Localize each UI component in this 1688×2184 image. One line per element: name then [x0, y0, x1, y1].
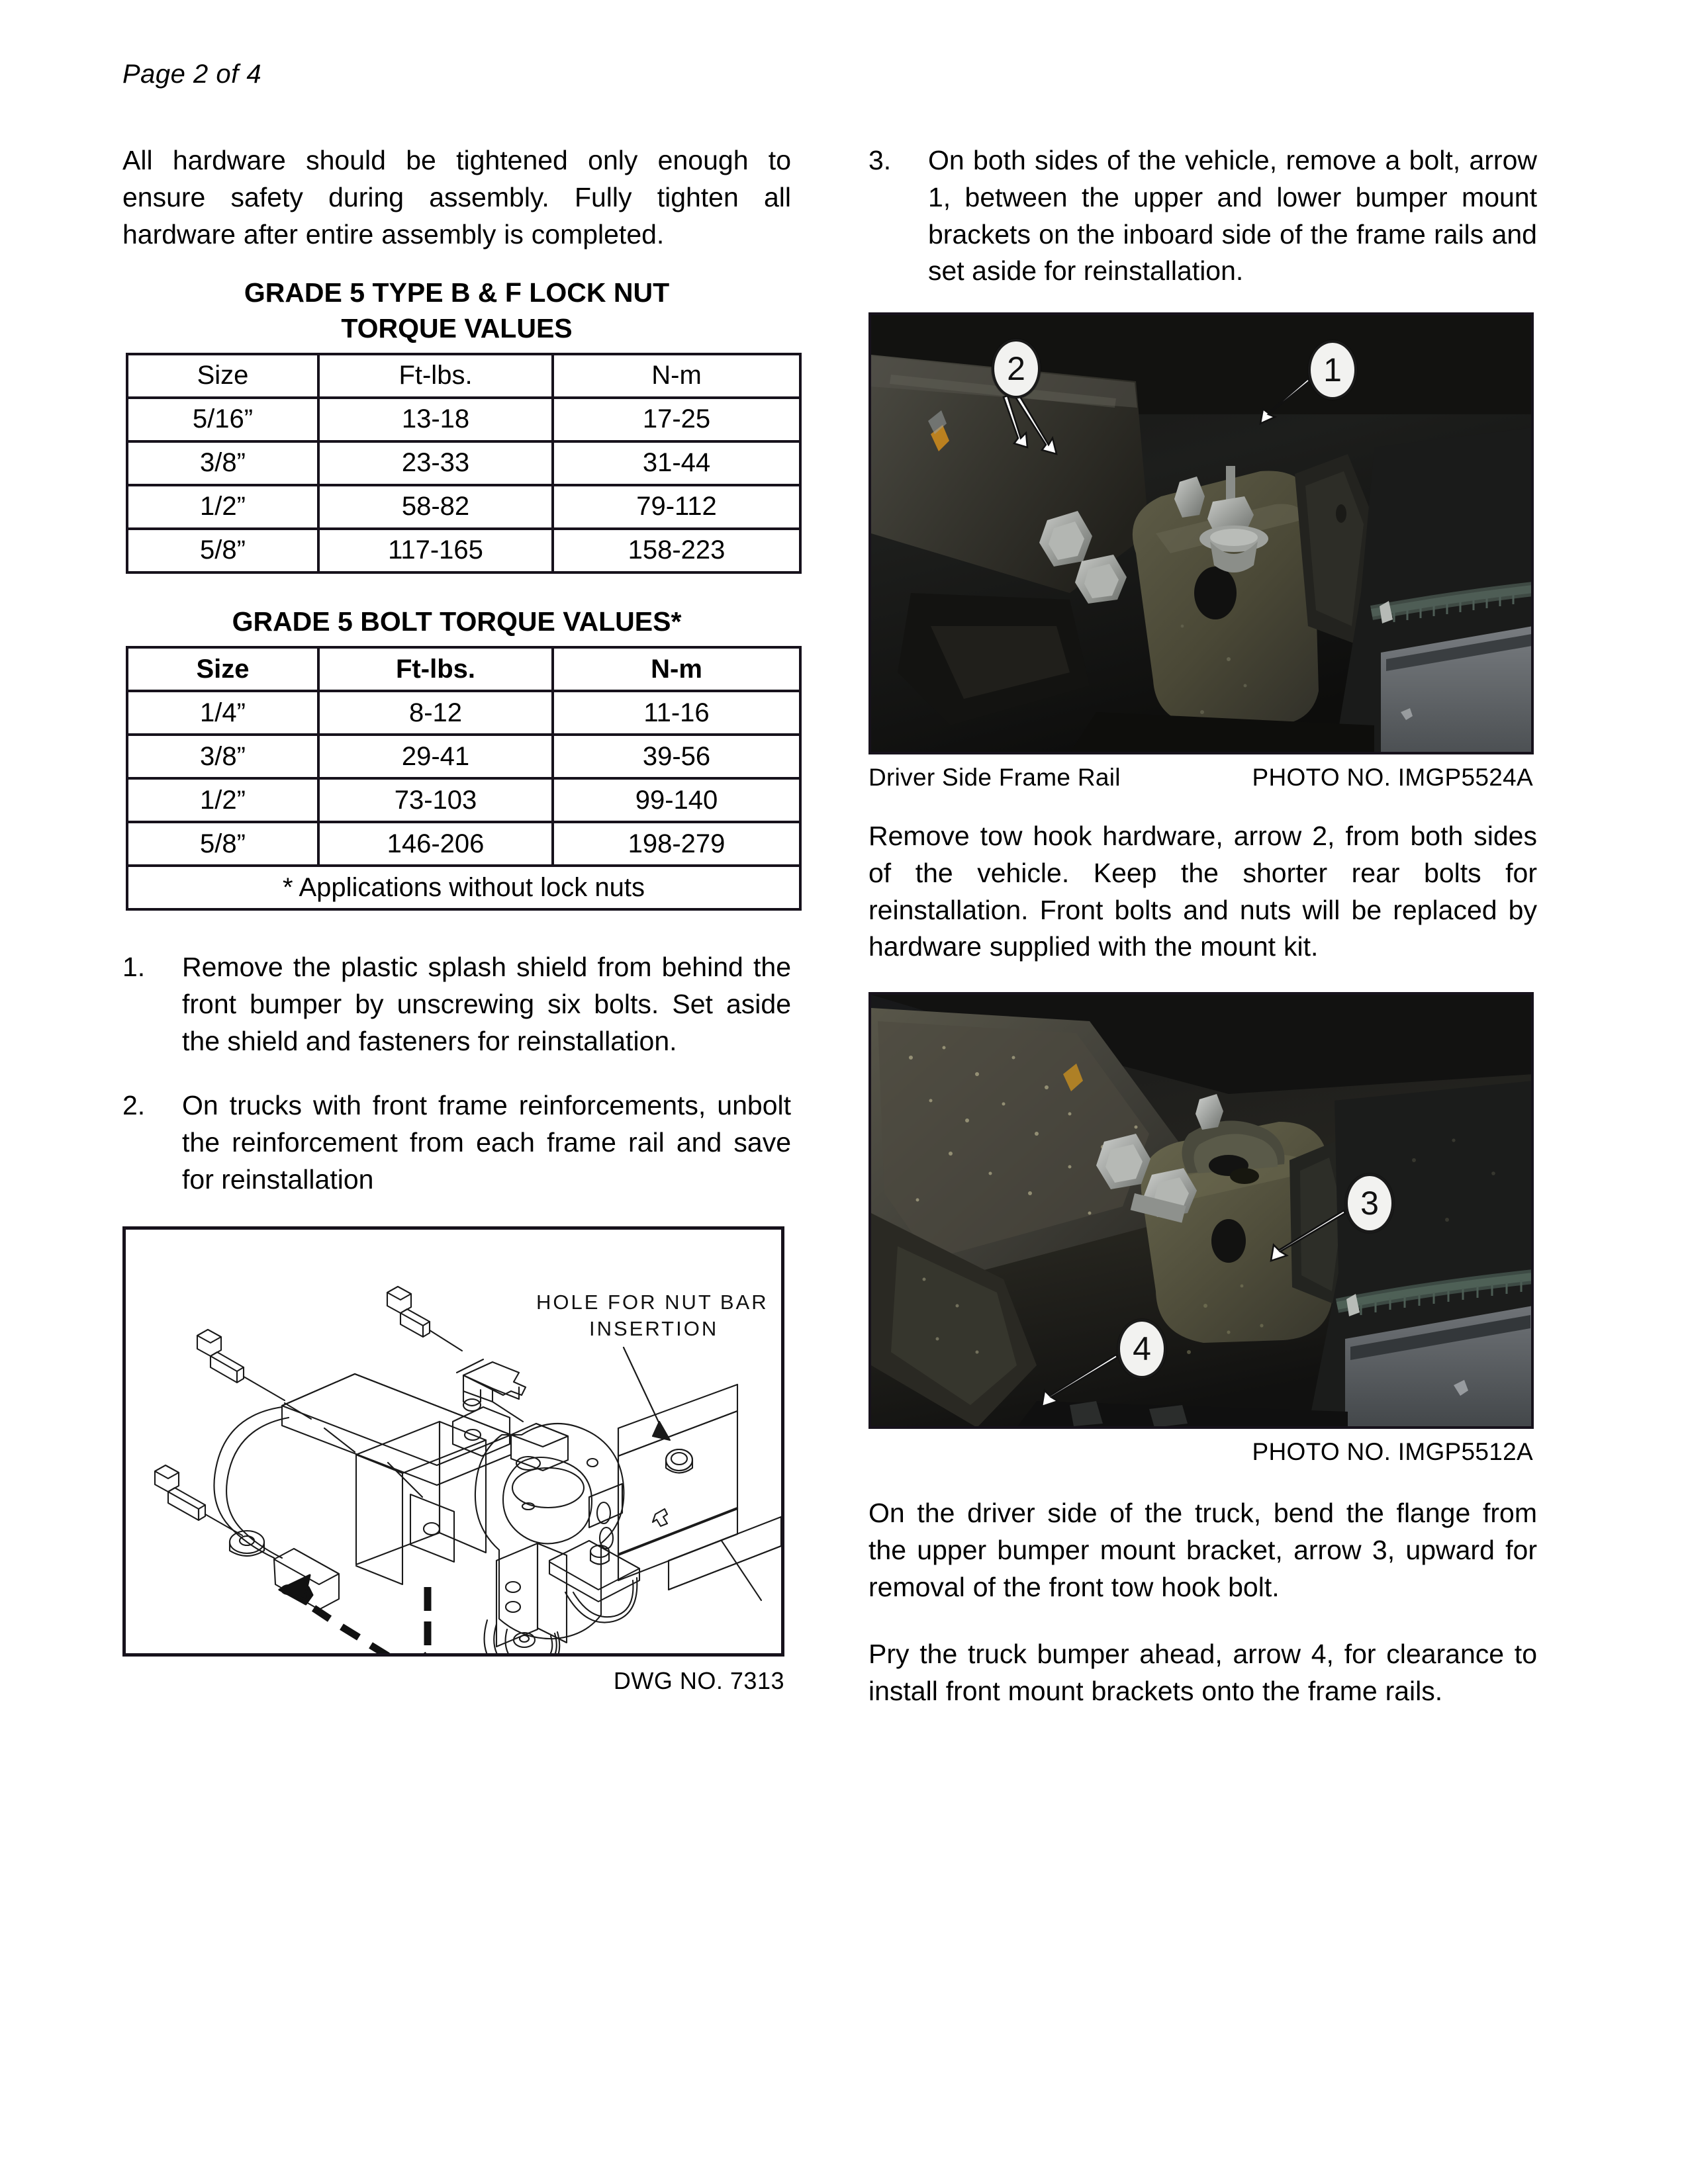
cell-nm: 198-279 — [553, 822, 800, 866]
photo2-caption-right: PHOTO NO. IMGP5512A — [1252, 1438, 1533, 1465]
photo1-callout-arrows — [871, 315, 1533, 753]
cell-size: 3/8” — [127, 735, 318, 778]
column-header-nm: N-m — [553, 647, 800, 691]
table-footnote: * Applications without lock nuts — [127, 866, 800, 909]
table-header-row — [127, 354, 800, 398]
photo1-caption-left: Driver Side Frame Rail — [868, 764, 1121, 791]
list-item-step-1 — [122, 949, 791, 1060]
cell-nm: 158-223 — [553, 529, 800, 572]
cell-nm: 79-112 — [553, 485, 800, 529]
photo2-caption-row — [868, 1438, 1537, 1466]
callout-3: 3 — [1345, 1173, 1394, 1233]
table-footnote-row — [127, 866, 800, 909]
step-text: On trucks with front frame reinforcements, unbolt the reinforcement from each frame rail and save for reinstallation — [182, 1090, 791, 1195]
cell-nm: 39-56 — [553, 735, 800, 778]
photo1-caption-right: PHOTO NO. IMGP5524A — [1252, 764, 1533, 791]
list-item-step-3 — [868, 142, 1537, 290]
cell-ftlbs: 8-12 — [318, 691, 553, 735]
cell-nm: 17-25 — [553, 398, 800, 441]
bumper-bracket-assembly-drawing — [126, 1230, 781, 1653]
drawing-number-caption: DWG NO. 7313 — [613, 1666, 784, 1694]
table-row — [127, 691, 800, 735]
intro-paragraph: All hardware should be tightened only enough to ensure safety during assembly. Fully tighten all hardware after entire assembly is completed. — [122, 145, 791, 250]
tow-hook-paragraph: Remove tow hook hardware, arrow 2, from both sides of the vehicle. Keep the shorter rear bolts for reinstallation. Front bolts and nuts will be replaced by hardware supplied with the mount kit. — [868, 821, 1537, 962]
table-row — [127, 735, 800, 778]
cell-ftlbs: 73-103 — [318, 778, 553, 822]
table-row — [127, 398, 800, 441]
table-row — [127, 441, 800, 485]
cell-size: 5/8” — [127, 529, 318, 572]
cell-size: 5/16” — [127, 398, 318, 441]
column-header-size: Size — [127, 354, 318, 398]
step-number: 1. — [122, 952, 146, 983]
locknut-torque-table — [126, 353, 802, 574]
step-text: On both sides of the vehicle, remove a bolt, arrow 1, between the upper and lower bumper mount brackets on the inboard side of the frame rails and set aside for reinstallation. — [928, 145, 1537, 287]
spacer — [122, 911, 791, 949]
cell-nm: 11-16 — [553, 691, 800, 735]
drawing-annotation-line1: HOLE FOR NUT BAR — [536, 1290, 769, 1314]
drawing-annotation-line2: INSERTION — [589, 1316, 719, 1340]
bolt-torque-table — [126, 646, 802, 911]
photo2-callout-arrows — [871, 995, 1533, 1428]
column-header-ftlbs: Ft-lbs. — [318, 647, 553, 691]
cell-size: 1/2” — [127, 778, 318, 822]
table-header-row — [127, 647, 800, 691]
photo1-caption-row — [868, 764, 1537, 792]
cell-nm: 31-44 — [553, 441, 800, 485]
table-row — [127, 529, 800, 572]
column-header-size: Size — [127, 647, 318, 691]
spacer — [122, 574, 791, 604]
cell-size: 1/4” — [127, 691, 318, 735]
list-item-step-2 — [122, 1087, 791, 1198]
cell-size: 1/2” — [127, 485, 318, 529]
locknut-table-title-line1: GRADE 5 TYPE B & F LOCK NUT — [244, 277, 670, 308]
cell-ftlbs: 29-41 — [318, 735, 553, 778]
bolt-torque-block — [122, 604, 791, 911]
step-text: Remove the plastic splash shield from behind the front bumper by unscrewing six bolts. Set aside the shield and fasteners for reinstallation. — [182, 952, 791, 1056]
right-steps-list — [868, 142, 1537, 290]
left-steps-list — [122, 949, 791, 1199]
technical-drawing-box — [122, 1226, 784, 1657]
cell-ftlbs: 23-33 — [318, 441, 553, 485]
pry-bumper-paragraph: Pry the truck bumper ahead, arrow 4, for clearance to install front mount brackets onto the frame rails. — [868, 1639, 1537, 1706]
cell-size: 3/8” — [127, 441, 318, 485]
locknut-table-title — [122, 275, 791, 346]
page-number-header: Page 2 of 4 — [122, 60, 262, 89]
callout-1: 1 — [1308, 340, 1357, 400]
cell-ftlbs: 146-206 — [318, 822, 553, 866]
table-row — [127, 778, 800, 822]
bolt-table-title: GRADE 5 BOLT TORQUE VALUES* — [232, 606, 682, 637]
photo-bumper-mount-bracket — [868, 992, 1534, 1429]
cell-ftlbs: 13-18 — [318, 398, 553, 441]
table-row — [127, 485, 800, 529]
cell-ftlbs: 58-82 — [318, 485, 553, 529]
photo-driver-side-frame-rail — [868, 312, 1534, 754]
left-column — [122, 142, 791, 1695]
table-row — [127, 822, 800, 866]
step-number: 3. — [868, 145, 892, 175]
right-column — [868, 142, 1537, 1710]
callout-2: 2 — [992, 339, 1041, 398]
column-header-nm: N-m — [553, 354, 800, 398]
locknut-table-title-line2: TORQUE VALUES — [341, 312, 573, 343]
callout-4: 4 — [1117, 1319, 1166, 1379]
cell-size: 5/8” — [127, 822, 318, 866]
cell-ftlbs: 117-165 — [318, 529, 553, 572]
locknut-torque-block — [122, 275, 791, 574]
step-number: 2. — [122, 1090, 146, 1121]
cell-nm: 99-140 — [553, 778, 800, 822]
bend-flange-paragraph: On the driver side of the truck, bend the flange from the upper bumper mount bracket, arrow 3, upward for removal of the front tow hook bolt. — [868, 1498, 1537, 1602]
column-header-ftlbs: Ft-lbs. — [318, 354, 553, 398]
